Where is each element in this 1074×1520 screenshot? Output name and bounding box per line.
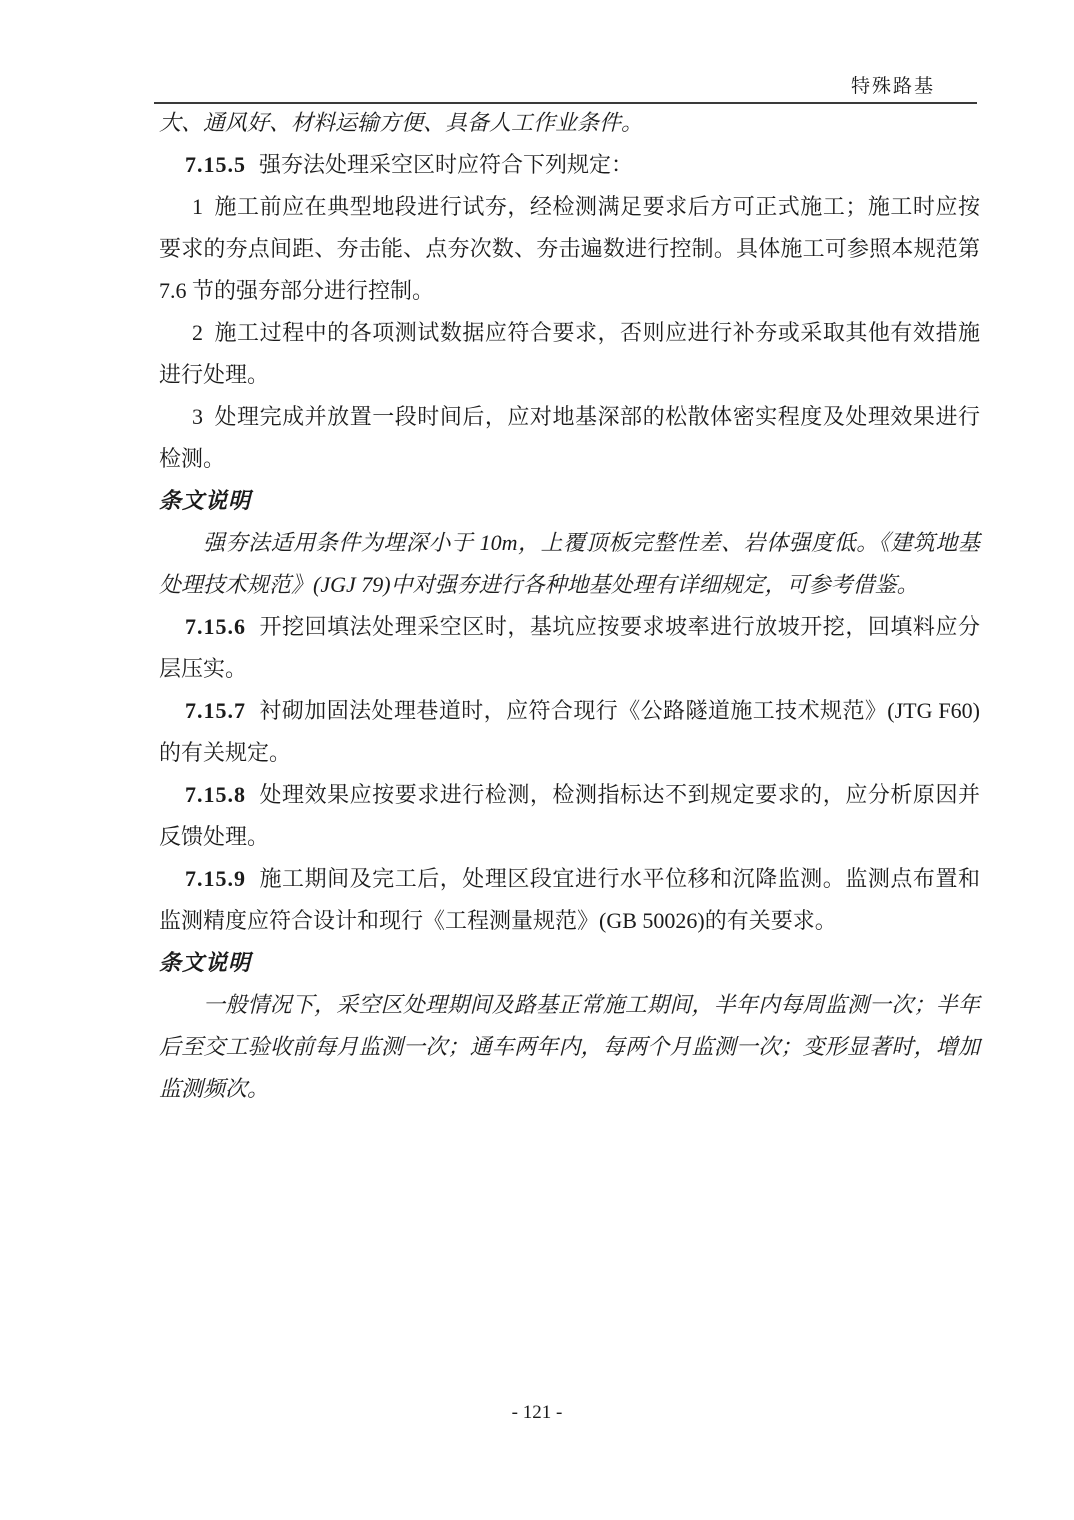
clause-7-15-5-heading (159, 144, 980, 186)
clause-text: 处理效果应按要求进行检测，检测指标达不到规定要求的，应分析原因并反馈处理。 (159, 782, 980, 849)
page-body (159, 102, 980, 1110)
clause-7-15-8 (159, 774, 980, 858)
clause-number: 7.15.9 (185, 866, 246, 891)
commentary-heading: 条文说明 (159, 950, 252, 975)
clause-number: 7.15.6 (185, 614, 246, 639)
running-head-title: 特殊路基 (850, 76, 935, 97)
clause-7-15-6 (159, 606, 980, 690)
commentary-heading: 条文说明 (159, 488, 252, 513)
clause-text: 施工期间及完工后，处理区段宜进行水平位移和沉降监测。监测点布置和监测精度应符合设计和现行《工程测量规范》(GB 50026)的有关要求。 (159, 866, 980, 933)
clause-item (159, 312, 980, 396)
item-text: 施工过程中的各项测试数据应符合要求，否则应进行补夯或采取其他有效措施进行处理。 (159, 320, 980, 387)
clause-text: 衬砌加固法处理巷道时，应符合现行《公路隧道施工技术规范》(JTG F60)的有关规定。 (159, 698, 980, 765)
clause-number: 7.15.8 (185, 782, 246, 807)
page-footer (0, 1399, 1074, 1427)
clause-number: 7.15.7 (185, 698, 246, 723)
clause-item (159, 186, 980, 312)
clause-text: 开挖回填法处理采空区时，基坑应按要求坡率进行放坡开挖，回填料应分层压实。 (159, 614, 980, 681)
clause-item (159, 396, 980, 480)
page-header (154, 76, 977, 104)
commentary-paragraph: 一般情况下，采空区处理期间及路基正常施工期间，半年内每周监测一次；半年后至交工验收前每月监测一次；通车两年内，每两个月监测一次；变形显著时，增加监测频次。 (159, 992, 980, 1101)
item-number: 2 (192, 320, 203, 345)
clause-7-15-9 (159, 858, 980, 942)
clause-title: 强夯法处理采空区时应符合下列规定： (259, 152, 634, 177)
clause-number: 7.15.5 (185, 152, 246, 177)
item-number: 1 (192, 194, 203, 219)
page-number: - 121 - (511, 1402, 563, 1423)
item-text: 处理完成并放置一段时间后，应对地基深部的松散体密实程度及处理效果进行检测。 (159, 404, 980, 471)
commentary-paragraph: 强夯法适用条件为埋深小于 10m，上覆顶板完整性差、岩体强度低。《建筑地基处理技术规范》(JGJ 79)中对强夯进行各种地基处理有详细规定，可参考借鉴。 (159, 530, 980, 597)
item-number: 3 (192, 404, 203, 429)
clause-7-15-7 (159, 690, 980, 774)
continuation-paragraph: 大、通风好、材料运输方便、具备人工作业条件。 (159, 110, 644, 135)
item-text: 施工前应在典型地段进行试夯，经检测满足要求后方可正式施工；施工时应按要求的夯点间距、夯击能、点夯次数、夯击遍数进行控制。具体施工可参照本规范第 7.6 节的强夯部分进行控制。 (159, 194, 980, 303)
